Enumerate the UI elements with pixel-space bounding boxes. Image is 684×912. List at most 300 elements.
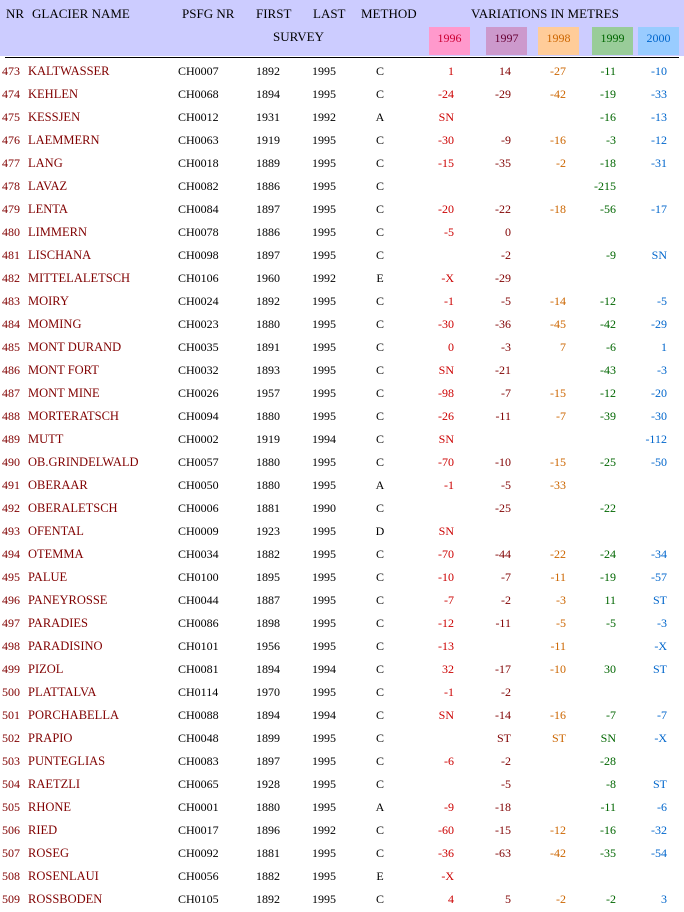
first-survey: 1886 xyxy=(256,179,280,193)
variation-1999: -25 xyxy=(600,455,616,469)
method: C xyxy=(375,685,384,699)
variation-2000: -10 xyxy=(651,64,667,78)
first-survey: 1898 xyxy=(256,616,280,630)
variation-1999: -5 xyxy=(606,616,616,630)
variation-1997: -18 xyxy=(495,800,511,814)
variation-1997: -11 xyxy=(495,616,511,630)
glacier-name: LISCHANA xyxy=(28,248,92,262)
row-nr: 497 xyxy=(2,616,20,630)
last-survey: 1994 xyxy=(312,432,336,446)
year-label: 1998 xyxy=(546,31,571,45)
glacier-name: PLATTALVA xyxy=(28,685,97,699)
row-nr: 501 xyxy=(2,708,20,722)
variation-1996: -30 xyxy=(438,133,454,147)
variation-2000: -50 xyxy=(651,455,667,469)
variation-1998: -16 xyxy=(550,708,566,722)
method: C xyxy=(375,202,384,216)
variation-2000: -12 xyxy=(651,133,667,147)
variation-1997: 14 xyxy=(499,64,511,78)
row-nr: 485 xyxy=(2,340,20,354)
table-row xyxy=(0,106,684,129)
row-nr: 502 xyxy=(2,731,20,745)
variation-2000: -13 xyxy=(651,110,667,124)
first-survey: 1960 xyxy=(256,271,280,285)
variation-1998: -7 xyxy=(556,409,566,423)
first-survey: 1881 xyxy=(256,846,280,860)
variation-1997: -2 xyxy=(501,593,511,607)
variation-1999: -2 xyxy=(606,892,616,906)
variation-1998: -11 xyxy=(550,639,566,653)
table-row xyxy=(0,129,684,152)
table-row xyxy=(0,566,684,589)
variation-1996: -9 xyxy=(444,800,454,814)
glacier-name: OB.GRINDELWALD xyxy=(28,455,139,469)
method: C xyxy=(375,731,384,745)
row-nr: 481 xyxy=(2,248,20,262)
variation-1996: -36 xyxy=(438,846,454,860)
variation-1998: -33 xyxy=(550,478,566,492)
variation-1998: -15 xyxy=(550,386,566,400)
variation-2000: ST xyxy=(652,593,667,607)
method: E xyxy=(376,271,384,285)
variation-2000: ST xyxy=(652,662,667,676)
table-header xyxy=(0,0,684,56)
method: C xyxy=(375,846,384,860)
last-survey: 1995 xyxy=(312,133,336,147)
last-survey: 1992 xyxy=(312,823,336,837)
variation-2000: -112 xyxy=(645,432,667,446)
method: C xyxy=(375,777,384,791)
variation-1996: -60 xyxy=(438,823,454,837)
psfg-nr: CH0098 xyxy=(178,248,219,262)
psfg-nr: CH0002 xyxy=(178,432,219,446)
header-method: METHOD xyxy=(361,6,417,21)
psfg-nr: CH0094 xyxy=(178,409,219,423)
variation-1997: -11 xyxy=(495,409,511,423)
first-survey: 1893 xyxy=(256,363,280,377)
glacier-name: RHONE xyxy=(28,800,72,814)
glacier-name: MUTT xyxy=(28,432,64,446)
glacier-name: PIZOL xyxy=(28,662,64,676)
table-row xyxy=(0,888,684,911)
first-survey: 1970 xyxy=(256,685,280,699)
variation-1996: SN xyxy=(438,708,454,722)
first-survey: 1956 xyxy=(256,639,280,653)
method: C xyxy=(375,179,384,193)
table-row xyxy=(0,773,684,796)
year-label: 2000 xyxy=(646,31,671,45)
variation-1999: SN xyxy=(600,731,616,745)
table-row xyxy=(0,865,684,888)
last-survey: 1995 xyxy=(312,317,336,331)
psfg-nr: CH0032 xyxy=(178,363,219,377)
last-survey: 1995 xyxy=(312,363,336,377)
last-survey: 1995 xyxy=(312,616,336,630)
glacier-name: RAETZLI xyxy=(28,777,81,791)
variation-1999: -3 xyxy=(606,133,616,147)
psfg-nr: CH0100 xyxy=(178,570,219,584)
row-nr: 488 xyxy=(2,409,20,423)
variation-1997: -17 xyxy=(495,662,511,676)
table-row xyxy=(0,658,684,681)
last-survey: 1995 xyxy=(312,524,336,538)
variation-1997: -22 xyxy=(495,202,511,216)
row-nr: 490 xyxy=(2,455,20,469)
method: C xyxy=(375,823,384,837)
table-row xyxy=(0,405,684,428)
glacier-name: KESSJEN xyxy=(28,110,81,124)
row-nr: 477 xyxy=(2,156,20,170)
variation-1999: -6 xyxy=(606,340,616,354)
table-row xyxy=(0,543,684,566)
variation-1999: -42 xyxy=(600,317,616,331)
year-label: 1999 xyxy=(600,31,625,45)
table-row xyxy=(0,60,684,83)
method: C xyxy=(375,616,384,630)
variation-2000: -17 xyxy=(651,202,667,216)
last-survey: 1995 xyxy=(312,248,336,262)
variation-1998: -27 xyxy=(550,64,566,78)
row-nr: 508 xyxy=(2,869,20,883)
header-variations: VARIATIONS IN METRES xyxy=(471,6,619,21)
psfg-nr: CH0065 xyxy=(178,777,219,791)
last-survey: 1992 xyxy=(312,110,336,124)
method: C xyxy=(375,892,384,906)
last-survey: 1995 xyxy=(312,455,336,469)
variation-1996: -30 xyxy=(438,317,454,331)
last-survey: 1994 xyxy=(312,708,336,722)
variation-1998: -14 xyxy=(550,294,566,308)
variation-2000: -20 xyxy=(651,386,667,400)
table-row xyxy=(0,244,684,267)
psfg-nr: CH0044 xyxy=(178,593,219,607)
variation-1999: -16 xyxy=(600,823,616,837)
last-survey: 1995 xyxy=(312,87,336,101)
variation-1997: -63 xyxy=(495,846,511,860)
psfg-nr: CH0007 xyxy=(178,64,219,78)
variation-2000: -X xyxy=(654,639,667,653)
first-survey: 1880 xyxy=(256,478,280,492)
variation-1999: -39 xyxy=(600,409,616,423)
variation-1996: -1 xyxy=(444,294,454,308)
psfg-nr: CH0057 xyxy=(178,455,219,469)
method: C xyxy=(375,432,384,446)
first-survey: 1928 xyxy=(256,777,280,791)
first-survey: 1882 xyxy=(256,869,280,883)
variation-1997: -35 xyxy=(495,156,511,170)
variation-1999: -16 xyxy=(600,110,616,124)
last-survey: 1995 xyxy=(312,294,336,308)
last-survey: 1992 xyxy=(312,271,336,285)
row-nr: 480 xyxy=(2,225,20,239)
row-nr: 504 xyxy=(2,777,20,791)
row-nr: 476 xyxy=(2,133,20,147)
variation-2000: -7 xyxy=(657,708,667,722)
variation-1996: -20 xyxy=(438,202,454,216)
variation-2000: -32 xyxy=(651,823,667,837)
table-row xyxy=(0,359,684,382)
first-survey: 1889 xyxy=(256,156,280,170)
row-nr: 509 xyxy=(2,892,20,906)
last-survey: 1995 xyxy=(312,64,336,78)
variation-1997: -3 xyxy=(501,340,511,354)
glacier-name: MOIRY xyxy=(28,294,69,308)
first-survey: 1881 xyxy=(256,501,280,515)
last-survey: 1995 xyxy=(312,639,336,653)
variation-1996: -70 xyxy=(438,547,454,561)
table-row xyxy=(0,589,684,612)
method: C xyxy=(375,455,384,469)
first-survey: 1894 xyxy=(256,87,280,101)
first-survey: 1899 xyxy=(256,731,280,745)
table-row xyxy=(0,681,684,704)
variation-1999: -35 xyxy=(600,846,616,860)
variation-1998: 7 xyxy=(560,340,566,354)
psfg-nr: CH0083 xyxy=(178,754,219,768)
variation-1999: -43 xyxy=(600,363,616,377)
row-nr: 498 xyxy=(2,639,20,653)
variation-1996: -X xyxy=(441,271,454,285)
psfg-nr: CH0017 xyxy=(178,823,219,837)
variation-1997: -5 xyxy=(501,294,511,308)
header-last: LAST xyxy=(313,6,346,21)
variation-1996: -X xyxy=(441,869,454,883)
method: C xyxy=(375,64,384,78)
glacier-name: LANG xyxy=(28,156,63,170)
last-survey: 1995 xyxy=(312,754,336,768)
variation-1999: -7 xyxy=(606,708,616,722)
table-row xyxy=(0,175,684,198)
variation-2000: -3 xyxy=(657,363,667,377)
variation-1998: -42 xyxy=(550,87,566,101)
last-survey: 1995 xyxy=(312,225,336,239)
row-nr: 500 xyxy=(2,685,20,699)
variation-1999: -12 xyxy=(600,294,616,308)
variation-1997: -25 xyxy=(495,501,511,515)
variation-1997: ST xyxy=(496,731,511,745)
variation-1996: 4 xyxy=(448,892,454,906)
variation-1996: 0 xyxy=(448,340,454,354)
psfg-nr: CH0086 xyxy=(178,616,219,630)
variation-1999: -28 xyxy=(600,754,616,768)
glacier-name: ROSEG xyxy=(28,846,69,860)
variation-1996: -26 xyxy=(438,409,454,423)
glacier-name: KALTWASSER xyxy=(28,64,110,78)
variation-1997: -10 xyxy=(495,455,511,469)
year-label: 1996 xyxy=(437,31,462,45)
glacier-name: OBERAAR xyxy=(28,478,88,492)
header-first: FIRST xyxy=(256,6,292,21)
first-survey: 1894 xyxy=(256,708,280,722)
variation-1997: -5 xyxy=(501,777,511,791)
psfg-nr: CH0012 xyxy=(178,110,219,124)
table-row xyxy=(0,198,684,221)
glacier-name: OBERALETSCH xyxy=(28,501,118,515)
method: C xyxy=(375,547,384,561)
variation-1996: -7 xyxy=(444,593,454,607)
row-nr: 479 xyxy=(2,202,20,216)
variation-1999: -9 xyxy=(606,248,616,262)
glacier-name: RIED xyxy=(28,823,58,837)
first-survey: 1896 xyxy=(256,823,280,837)
method: C xyxy=(375,708,384,722)
table-row xyxy=(0,221,684,244)
glacier-name: MORTERATSCH xyxy=(28,409,119,423)
variation-1997: -44 xyxy=(495,547,511,561)
variation-1997: -7 xyxy=(501,570,511,584)
variation-2000: -6 xyxy=(657,800,667,814)
variation-1997: -29 xyxy=(495,87,511,101)
last-survey: 1995 xyxy=(312,846,336,860)
last-survey: 1995 xyxy=(312,731,336,745)
method: C xyxy=(375,225,384,239)
table-row xyxy=(0,83,684,106)
variation-2000: -33 xyxy=(651,87,667,101)
glacier-name: PANEYROSSE xyxy=(28,593,108,607)
table-row xyxy=(0,796,684,819)
year-header-1996 xyxy=(429,27,470,55)
last-survey: 1995 xyxy=(312,685,336,699)
psfg-nr: CH0050 xyxy=(178,478,219,492)
variation-1996: SN xyxy=(438,432,454,446)
variation-1998: -42 xyxy=(550,846,566,860)
table-row xyxy=(0,612,684,635)
first-survey: 1894 xyxy=(256,662,280,676)
variation-1998: -3 xyxy=(556,593,566,607)
variation-1997: -2 xyxy=(501,248,511,262)
row-nr: 493 xyxy=(2,524,20,538)
psfg-nr: CH0101 xyxy=(178,639,219,653)
psfg-nr: CH0048 xyxy=(178,731,219,745)
first-survey: 1957 xyxy=(256,386,280,400)
variation-1997: -21 xyxy=(495,363,511,377)
psfg-nr: CH0018 xyxy=(178,156,219,170)
first-survey: 1897 xyxy=(256,202,280,216)
glacier-name: PALUE xyxy=(28,570,68,584)
variation-1998: ST xyxy=(551,731,566,745)
row-nr: 499 xyxy=(2,662,20,676)
variation-1996: 1 xyxy=(448,64,454,78)
year-label: 1997 xyxy=(494,31,519,45)
variation-1999: -11 xyxy=(600,64,616,78)
table-row xyxy=(0,727,684,750)
psfg-nr: CH0092 xyxy=(178,846,219,860)
table-row xyxy=(0,267,684,290)
variation-1999: -8 xyxy=(606,777,616,791)
variation-1996: -6 xyxy=(444,754,454,768)
row-nr: 474 xyxy=(2,87,20,101)
header-psfg-nr: PSFG NR xyxy=(182,6,235,21)
variation-2000: -34 xyxy=(651,547,667,561)
row-nr: 486 xyxy=(2,363,20,377)
variation-1997: -14 xyxy=(495,708,511,722)
variation-2000: SN xyxy=(651,248,667,262)
last-survey: 1995 xyxy=(312,340,336,354)
header-nr: NR xyxy=(6,6,25,21)
variation-2000: -31 xyxy=(651,156,667,170)
row-nr: 496 xyxy=(2,593,20,607)
first-survey: 1892 xyxy=(256,892,280,906)
year-header-2000 xyxy=(638,27,679,55)
table-row xyxy=(0,497,684,520)
glacier-name: PORCHABELLA xyxy=(28,708,119,722)
row-nr: 489 xyxy=(2,432,20,446)
method: C xyxy=(375,754,384,768)
method: C xyxy=(375,363,384,377)
variation-1996: SN xyxy=(438,110,454,124)
row-nr: 495 xyxy=(2,570,20,584)
table-row xyxy=(0,152,684,175)
variation-2000: -54 xyxy=(651,846,667,860)
row-nr: 487 xyxy=(2,386,20,400)
method: C xyxy=(375,248,384,262)
table-row xyxy=(0,428,684,451)
glacier-name: MONT FORT xyxy=(28,363,99,377)
last-survey: 1995 xyxy=(312,547,336,561)
last-survey: 1995 xyxy=(312,156,336,170)
psfg-nr: CH0088 xyxy=(178,708,219,722)
first-survey: 1886 xyxy=(256,225,280,239)
variation-2000: -57 xyxy=(651,570,667,584)
psfg-nr: CH0024 xyxy=(178,294,219,308)
variation-2000: -29 xyxy=(651,317,667,331)
psfg-nr: CH0078 xyxy=(178,225,219,239)
method: A xyxy=(375,478,385,492)
variation-1998: -15 xyxy=(550,455,566,469)
variation-1999: -24 xyxy=(600,547,616,561)
method: C xyxy=(375,340,384,354)
first-survey: 1897 xyxy=(256,754,280,768)
variation-1999: -215 xyxy=(594,179,616,193)
variation-1999: -18 xyxy=(600,156,616,170)
glacier-name: LAVAZ xyxy=(28,179,68,193)
last-survey: 1995 xyxy=(312,202,336,216)
glacier-name: MONT MINE xyxy=(28,386,100,400)
psfg-nr: CH0026 xyxy=(178,386,219,400)
first-survey: 1892 xyxy=(256,294,280,308)
last-survey: 1995 xyxy=(312,800,336,814)
row-nr: 494 xyxy=(2,547,20,561)
glacier-name: ROSENLAUI xyxy=(28,869,99,883)
method: C xyxy=(375,639,384,653)
method: C xyxy=(375,156,384,170)
method: C xyxy=(375,294,384,308)
psfg-nr: CH0035 xyxy=(178,340,219,354)
variation-1998: -22 xyxy=(550,547,566,561)
year-header-1998 xyxy=(538,27,579,55)
psfg-nr: CH0034 xyxy=(178,547,219,561)
variation-1997: 5 xyxy=(505,892,511,906)
method: C xyxy=(375,386,384,400)
method: C xyxy=(375,570,384,584)
variation-1998: -16 xyxy=(550,133,566,147)
variation-1998: -11 xyxy=(550,570,566,584)
header-divider xyxy=(5,57,679,58)
row-nr: 482 xyxy=(2,271,20,285)
variation-1996: -12 xyxy=(438,616,454,630)
table-row xyxy=(0,750,684,773)
first-survey: 1880 xyxy=(256,317,280,331)
variation-1996: -98 xyxy=(438,386,454,400)
last-survey: 1990 xyxy=(312,501,336,515)
table-row xyxy=(0,451,684,474)
glacier-name: PRAPIO xyxy=(28,731,73,745)
variation-1996: -15 xyxy=(438,156,454,170)
variation-1999: 11 xyxy=(604,593,616,607)
method: E xyxy=(376,869,384,883)
last-survey: 1995 xyxy=(312,892,336,906)
psfg-nr: CH0023 xyxy=(178,317,219,331)
